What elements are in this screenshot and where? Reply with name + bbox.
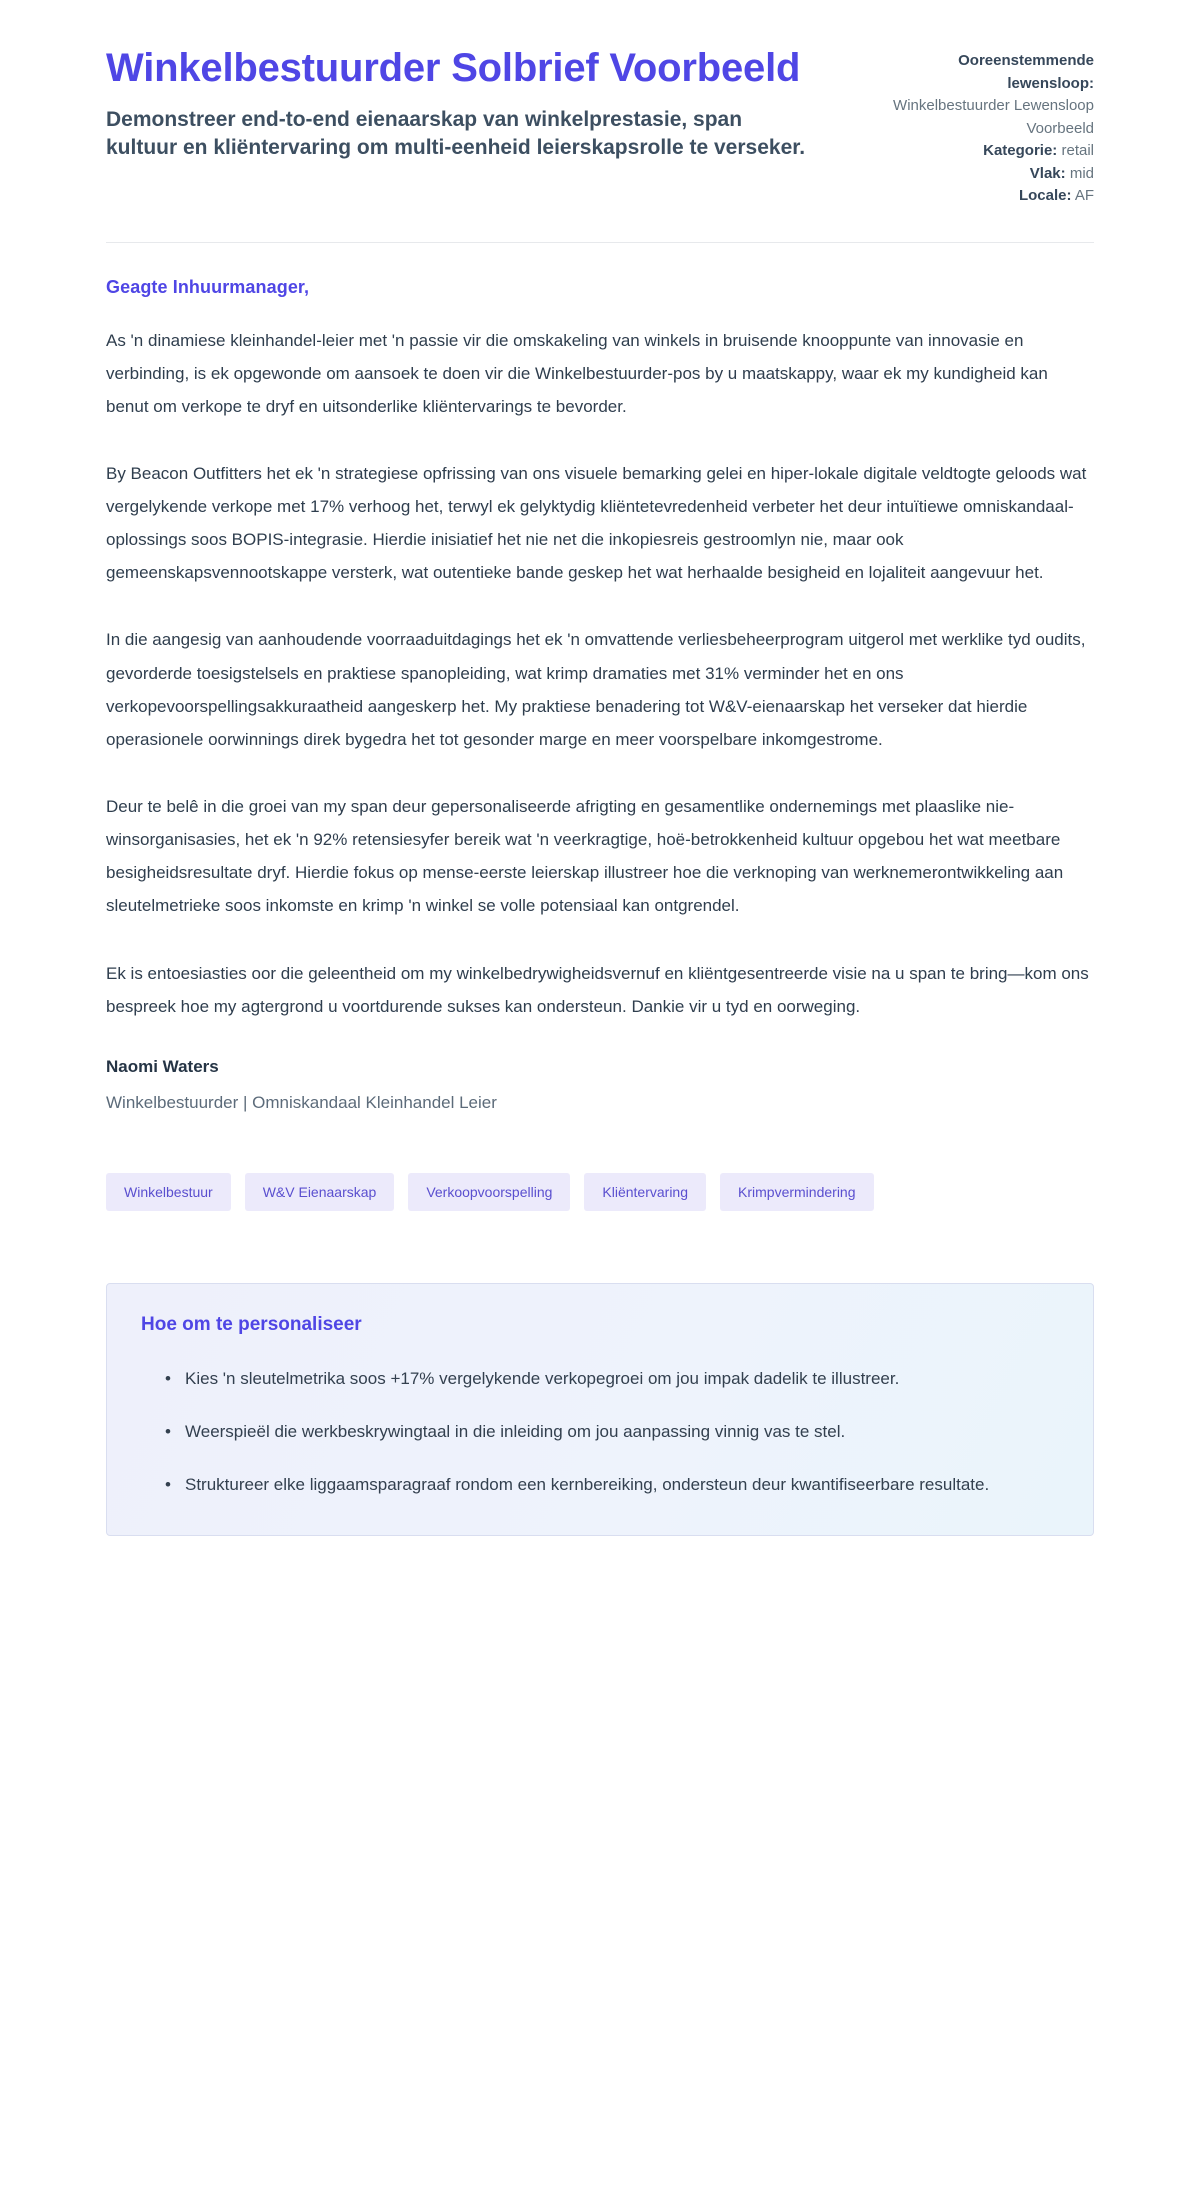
- personalization-callout: [106, 1283, 1094, 1536]
- callout-list-item: • Weerspieël die werkbeskrywingtaal in die inleiding om jou aanpassing vinnig vas te stel.: [165, 1415, 1059, 1448]
- letter-paragraph: By Beacon Outfitters het ek 'n strategiese opfrissing van ons visuele bemarking gelei en hiper-lokale digitale veldtogte geloods wat vergelykende verkope met 17% verhoog het, terwyl ek gelyktydig kliëntetevredenheid verbeter het deur intuïtiewe omniskandaal-oplossings soos BOPIS-integrasie. Hierdie inisiatief het nie net die inkopiesreis gestroomlyn nie, maar ook gemeenskapsvennootskappe versterk, wat outentieke bande geskep het wat herhaalde besigheid en lojaliteit aangevuur het.: [106, 463, 1087, 583]
- meta-level-value: mid: [1069, 164, 1094, 182]
- letter-paragraph: In die aangesig van aanhoudende voorraaduitdagings het ek 'n omvattende verliesbeheerprogram uitgerol met werklike tyd oudits, gevorderde toesigstelsels en praktiese spanopleiding, wat krimp dramaties met 31% verminder het en ons verkopevoorspellingsakkuraatheid aangeskerp het. My praktiese benadering tot W&V-eienaarskap het verseker dat hierdie operasionele oorwinnings direk bygedra het tot gesonder marge en meer voorspelbare inkomgestrome.: [106, 630, 1086, 749]
- letter-paragraph: As 'n dinamiese kleinhandel-leier met 'n passie vir die omskakeling van winkels in bruisende knooppunte van innovasie en verbinding, is ek opgewonde om aansoek te doen vir die Winkelbestuurder-pos by u maatskappy, waar ek my kundigheid kan benut om verkope te dryf en uitsonderlike kliëntervarings te bevorder.: [106, 330, 1048, 416]
- meta-matching-resume-value: Winkelbestuurder Lewensloop Voorbeeld: [893, 97, 1094, 137]
- document-header: [106, 46, 1094, 208]
- meta-locale-value: AF: [1074, 187, 1094, 204]
- callout-list: [141, 1362, 1059, 1501]
- tag-list: [106, 1173, 1094, 1211]
- tag-chip[interactable]: Kliëntervaring: [584, 1173, 706, 1211]
- signature-block: [106, 1057, 1094, 1113]
- document-metadata: [879, 46, 1094, 208]
- callout-list-item: • Struktureer elke liggaamsparagraaf rondom een kernbereiking, ondersteun deur kwantifiseerbare resultate.: [165, 1468, 1059, 1501]
- tag-chip[interactable]: Winkelbestuur: [106, 1173, 231, 1211]
- letter-salutation: Geagte Inhuurmanager,: [106, 276, 310, 297]
- meta-locale-label: Locale:: [1018, 187, 1072, 204]
- meta-level-label: Vlak:: [1029, 164, 1066, 182]
- letter-paragraph: Deur te belê in die groei van my span deur gepersonaliseerde afrigting en gesamentlike ondernemings met plaaslike nie-winsorganisasies, het ek 'n 92% retensiesyfer bereik wat 'n veerkragtige, hoë-betrokkenheid kultuur opgebou het wat meetbare besigheidsresultate dryf. Hierdie fokus op mense-eerste leierskap illustreer hoe die verknoping van werknemerontwikkeling aan sleutelmetrieke soos inkomste en krimp 'n winkel se volle potensiaal kan ontgrendel.: [106, 797, 1064, 916]
- meta-category-label: Kategorie:: [983, 142, 1058, 159]
- meta-category-value: retail: [1061, 142, 1094, 159]
- signature-role: Winkelbestuurder | Omniskandaal Kleinhandel Leier: [106, 1092, 497, 1112]
- page-title: Winkelbestuurder Solbrief Voorbeeld: [106, 46, 801, 90]
- meta-category: [879, 140, 1094, 163]
- letter-body: [106, 243, 1094, 1113]
- meta-matching-resume: [879, 50, 1094, 140]
- meta-matching-resume-label: Ooreenstemmende lewensloop:: [958, 52, 1094, 92]
- tag-chip[interactable]: Krimpvermindering: [720, 1173, 873, 1211]
- callout-title: Hoe om te personaliseer: [141, 1313, 362, 1335]
- page-subtitle: Demonstreer end-to-end eienaarskap van winkelprestasie, span kultuur en kliëntervaring om multi-eenheid leierskapsrolle te verseker.: [106, 107, 806, 159]
- tag-chip[interactable]: W&V Eienaarskap: [245, 1173, 395, 1211]
- header-left: [106, 46, 806, 161]
- letter-paragraph: Ek is entoesiasties oor die geleentheid om my winkelbedrywigheidsvernuf en kliëntgesentreerde visie na u span te bring—kom ons bespreek hoe my agtergrond u voortdurende sukses kan ondersteun. Dankie vir u tyd en oorweging.: [106, 963, 1089, 1016]
- meta-level: [879, 163, 1094, 186]
- meta-locale: [879, 185, 1094, 208]
- signature-name: Naomi Waters: [106, 1056, 219, 1076]
- tag-chip[interactable]: Verkoopvoorspelling: [408, 1173, 570, 1211]
- callout-list-item: • Kies 'n sleutelmetrika soos +17% vergelykende verkopegroei om jou impak dadelik te illustreer.: [165, 1362, 1059, 1395]
